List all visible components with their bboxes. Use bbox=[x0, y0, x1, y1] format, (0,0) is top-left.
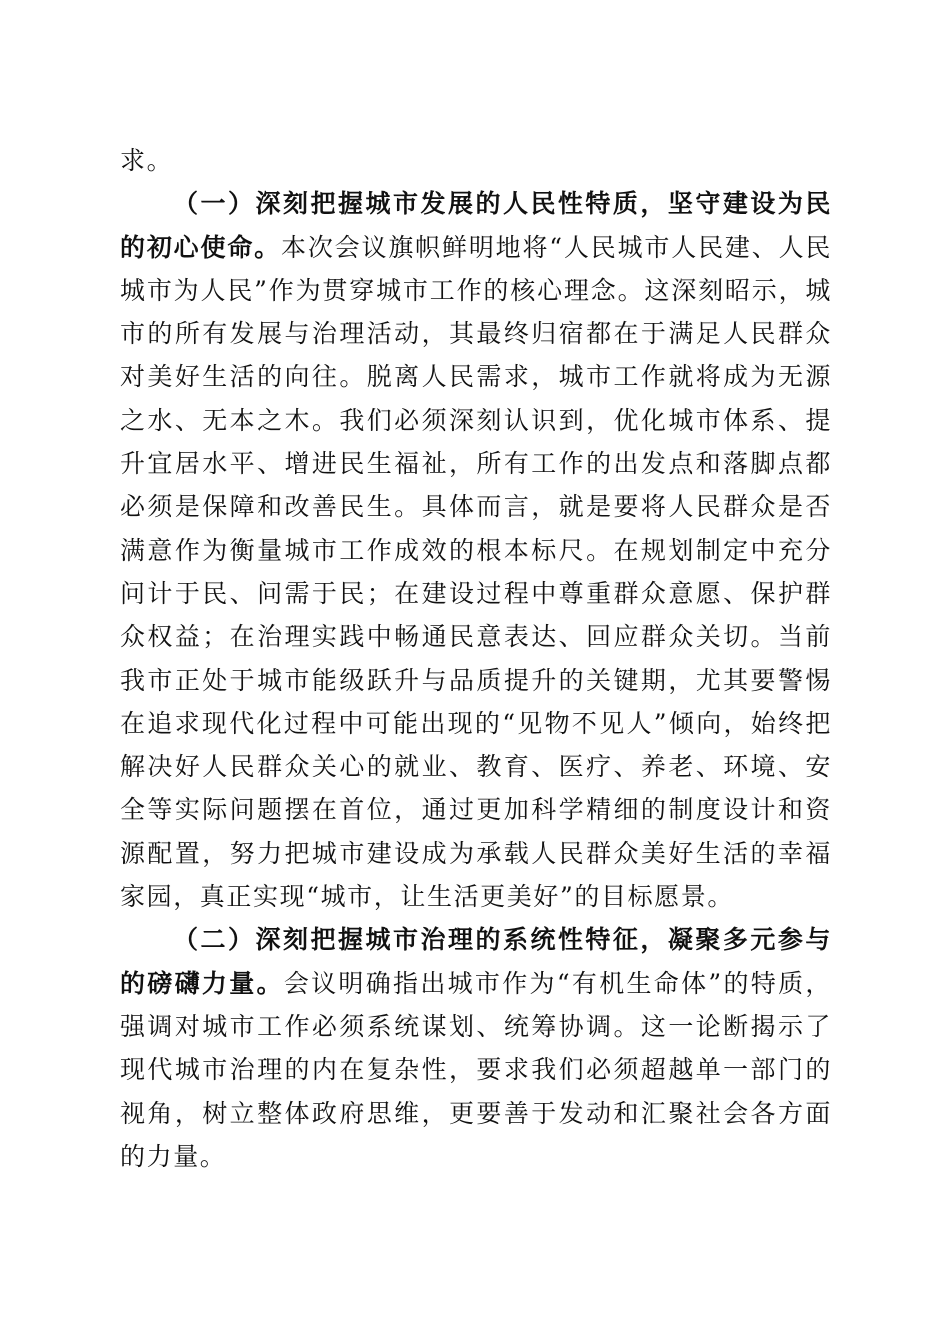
section-heading-one: （一）深刻把握城市发展的人民性特质，坚守建设为民的初心使命。 bbox=[120, 189, 832, 262]
paragraph-section-one bbox=[120, 182, 832, 918]
paragraph-text: 求。 bbox=[120, 146, 174, 175]
paragraph-text: 会议明确指出城市作为“有机生命体”的特质，强调对城市工作必须系统谋划、统筹协调。这一论断揭示了现代城市治理的内在复杂性，要求我们必须超越单一部门的视角，树立整体政府思维，更要善于发动和汇聚社会各方面的力量。 bbox=[120, 968, 832, 1171]
section-heading-two: （二）深刻把握城市治理的系统性特征，凝聚多元参与的磅礴力量。 bbox=[120, 925, 832, 998]
document-body bbox=[120, 139, 832, 1178]
paragraph-continuation bbox=[120, 139, 832, 182]
paragraph-section-two bbox=[120, 918, 832, 1178]
paragraph-text: 本次会议旗帜鲜明地将“人民城市人民建、人民城市为人民”作为贯穿城市工作的核心理念。这深刻昭示，城市的所有发展与治理活动，其最终归宿都在于满足人民群众对美好生活的向往。脱离人民需求，城市工作就将成为无源之水、无本之木。我们必须深刻认识到，优化城市体系、提升宜居水平、增进民生福祉，所有工作的出发点和落脚点都必须是保障和改善民生。具体而言，就是要将人民群众是否满意作为衡量城市工作成效的根本标尺。在规划制定中充分问计于民、问需于民；在建设过程中尊重群众意愿、保护群众权益；在治理实践中畅通民意表达、回应群众关切。当前我市正处于城市能级跃升与品质提升的关键期，尤其要警惕在追求现代化过程中可能出现的“见物不见人”倾向，始终把解决好人民群众关心的就业、教育、医疗、养老、环境、安全等实际问题摆在首位，通过更加科学精细的制度设计和资源配置，努力把城市建设成为承载人民群众美好生活的幸福家园，真正实现“城市，让生活更美好”的目标愿景。 bbox=[120, 232, 832, 912]
